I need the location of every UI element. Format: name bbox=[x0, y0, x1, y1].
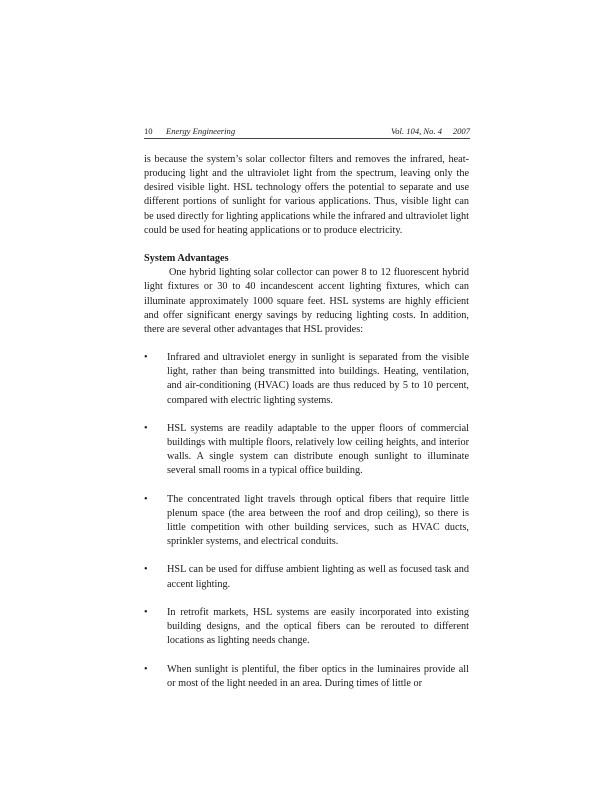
list-item-text: HSL can be used for diffuse ambient lighting as well as focused task and accent lighting. bbox=[167, 564, 469, 590]
intro-paragraph: is because the system’s solar collector filters and removes the infrared, heat-producing light and the ultraviolet light from the spectrum, leaving only the desired visible light. HSL technology offers the potential to separate and use different portions of sunlight for various applications. Thus, visible light can be used directly for lighting applications while the infrared and ultraviolet light could be used for heating applications or to produce electricity. bbox=[144, 154, 469, 236]
bullet-icon: • bbox=[144, 606, 148, 618]
list-item-text: Infrared and ultraviolet energy in sunlight is separated from the visible light, rather than being transmitted into buildings. Heating, ventilation, and air-conditioning (HVAC) loads are thus reduced by 5 to 10 percent, compared with electric lighting systems. bbox=[167, 352, 469, 406]
journal-title: Energy Engineering bbox=[166, 126, 236, 136]
bullet-icon: • bbox=[144, 493, 148, 505]
list-item-text: When sunlight is plentiful, the fiber optics in the luminaires provide all or most of the light needed in an area. During times of little or bbox=[167, 663, 469, 689]
advantages-list bbox=[144, 351, 469, 691]
page-number: 10 bbox=[144, 126, 153, 136]
section-paragraph: One hybrid lighting solar collector can power 8 to 12 fluorescent hybrid light fixtures or 30 to 40 incandescent accent lighting fixtures, which can illuminate approximately 1000 square feet. HSL systems are highly efficient and offer significant energy savings by reducing lighting costs. In addition, there are several other advantages that HSL provides: bbox=[144, 267, 469, 335]
list-item bbox=[144, 606, 469, 648]
list-item-text: In retrofit markets, HSL systems are easily incorporated into existing building designs, and the optical fibers can be rerouted to different locations as lighting needs change. bbox=[167, 606, 469, 647]
section-heading: System Advantages bbox=[144, 253, 229, 265]
bullet-icon: • bbox=[144, 564, 148, 576]
list-item bbox=[144, 422, 469, 479]
list-item-text: HSL systems are readily adaptable to the upper floors of commercial buildings with multiple floors, relatively low ceiling heights, and interior walls. A single system can distribute enough sunlight to illuminate several small rooms in a typical office building. bbox=[167, 422, 469, 477]
list-item bbox=[144, 563, 469, 591]
bullet-icon: • bbox=[144, 422, 148, 434]
list-item bbox=[144, 663, 469, 691]
running-header bbox=[144, 125, 470, 137]
list-item-text: The concentrated light travels through optical fibers that require little plenum space (the area between the roof and drop ceiling), so there is little competition with other building services, such as HVAC ducts, sprinkler systems, and electrical conduits. bbox=[167, 493, 469, 548]
bullet-icon: • bbox=[144, 352, 148, 364]
volume-year bbox=[391, 125, 470, 137]
volume-info: Vol. 104, No. 4 bbox=[390, 126, 443, 136]
list-item bbox=[144, 351, 469, 408]
header-divider bbox=[144, 138, 470, 139]
list-item bbox=[144, 493, 469, 550]
bullet-icon: • bbox=[144, 663, 148, 675]
article-body bbox=[144, 153, 469, 705]
publication-year: 2007 bbox=[452, 126, 470, 136]
